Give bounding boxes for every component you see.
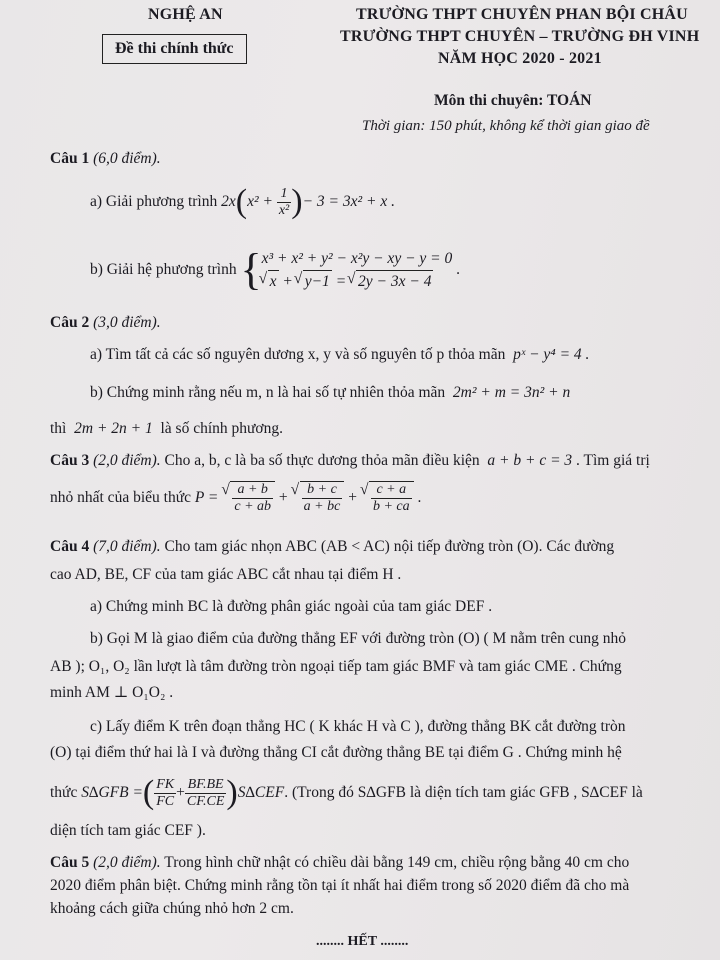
question-4c-line-2: (O) tại điểm thứ hai là I và đường thẳng CI cắt đường thẳng BE tại điểm G . Chứng minh hệ	[50, 744, 622, 761]
fraction-1-over-x2: $\frac{1}{\text{x²}}$	[278, 185, 290, 218]
question-1b: b) Giải hệ phương trình { x³ + x² + y² − x²y − xy − y = 0 √ x + √ y−1 = √ 2y − 3x − 4 .	[90, 244, 460, 296]
school-line-2: TRƯỜNG THPT CHUYÊN – TRƯỜNG ĐH VINH	[340, 28, 700, 45]
question-5-line-2: 2020 điểm phân biệt. Chứng minh rằng tồn tại ít nhất hai điểm trong số 2020 điểm đã cho mà	[50, 877, 630, 894]
question-4a: a) Chứng minh BC là đường phân giác ngoài của tam giác DEF .	[90, 598, 493, 615]
sqrt-term-3: √ $\frac{c + a}{b + ca}$	[369, 481, 414, 515]
system-brace: {	[240, 245, 262, 294]
subject-line: Môn thi chuyên: TOÁN	[434, 92, 592, 109]
question-4c-line-4: diện tích tam giác CEF ).	[50, 822, 206, 839]
question-2b: b) Chứng minh rằng nếu m, n là hai số tự nhiên thỏa mãn 2m² + m = 3n² + n	[90, 384, 571, 401]
question-3-line-1: Câu 3 (2,0 điểm). Cho a, b, c là ba số thực dương thỏa mãn điều kiện a + b + c = 3 . Tìm giá trị	[50, 452, 650, 469]
question-1a: a) Giải phương trình 2x ( x² + $\frac{1}{\text{x²}}$ ) − 3 = 3x² + x .	[90, 183, 395, 220]
question-2a: a) Tìm tất cả các số nguyên dương x, y và số nguyên tố p thỏa mãn pˣ − y⁴ = 4 .	[90, 346, 590, 363]
question-5-line-1: Câu 5 (2,0 điểm). Trong hình chữ nhật có chiều dài bằng 149 cm, chiều rộng bằng 40 cm cho	[50, 854, 630, 871]
question-4b-line-1: b) Gọi M là giao điểm của đường thẳng EF với đường tròn (O) ( M nằm trên cung nhỏ	[90, 630, 627, 647]
question-2b-continued: thì 2m + 2n + 1 là số chính phương.	[50, 420, 284, 437]
paren-close: )	[291, 183, 303, 220]
province-label: NGHỆ AN	[148, 6, 223, 23]
end-marker: ........ HẾT ........	[316, 934, 409, 949]
sqrt-term-1: √ $\frac{a + b}{c + ab}$	[230, 481, 275, 515]
question-3-expression: nhỏ nhất của biểu thức P = √ $\frac{a + b}{c + ab}$ + √ $\frac{b + c}{a + bc}$ + √ $\frac{c + a}{b + ca}$ .	[50, 476, 421, 520]
question-1-heading: Câu 1 (6,0 điểm).	[50, 150, 161, 167]
question-5-line-3: khoảng cách giữa chúng nhỏ hơn 2 cm.	[50, 900, 294, 917]
school-line-1: TRƯỜNG THPT CHUYÊN PHAN BỘI CHÂU	[356, 6, 688, 23]
official-exam-box: Đề thi chính thức	[102, 34, 247, 64]
question-2-heading: Câu 2 (3,0 điểm).	[50, 314, 161, 331]
time-line: Thời gian: 150 phút, không kể thời gian giao đề	[362, 118, 650, 134]
question-4b-line-2: AB ); O₁, O₂ lần lượt là tâm đường tròn ngoại tiếp tam giác BMF và tam giác CME . Chứng	[50, 658, 622, 675]
question-4c-formula: thức S∆GFB = ( $\frac{FK}{FC}$ + $\frac{BF.BE}{CF.CE}$ ) S∆CEF . (Trong đó S∆GFB là diện tích tam giác GFB , S∆CEF là	[50, 774, 643, 811]
paren-open: (	[235, 183, 248, 220]
school-year: NĂM HỌC 2020 - 2021	[438, 50, 602, 67]
question-4b-line-3: minh AM ⊥ O₁O₂ .	[50, 684, 174, 701]
question-4-intro-2: cao AD, BE, CF của tam giác ABC cắt nhau tại điểm H .	[50, 566, 402, 583]
equation-system: x³ + x² + y² − x²y − xy − y = 0 √ x + √ y−1 = √ 2y − 3x − 4	[262, 248, 453, 293]
sqrt-term-2: √ $\frac{b + c}{a + bc}$	[300, 481, 345, 515]
question-4c-line-1: c) Lấy điểm K trên đoạn thẳng HC ( K khác H và C ), đường thẳng BK cắt đường tròn	[90, 718, 626, 735]
question-4-intro-1: Câu 4 (7,0 điểm). Cho tam giác nhọn ABC (AB < AC) nội tiếp đường tròn (O). Các đường	[50, 538, 615, 555]
